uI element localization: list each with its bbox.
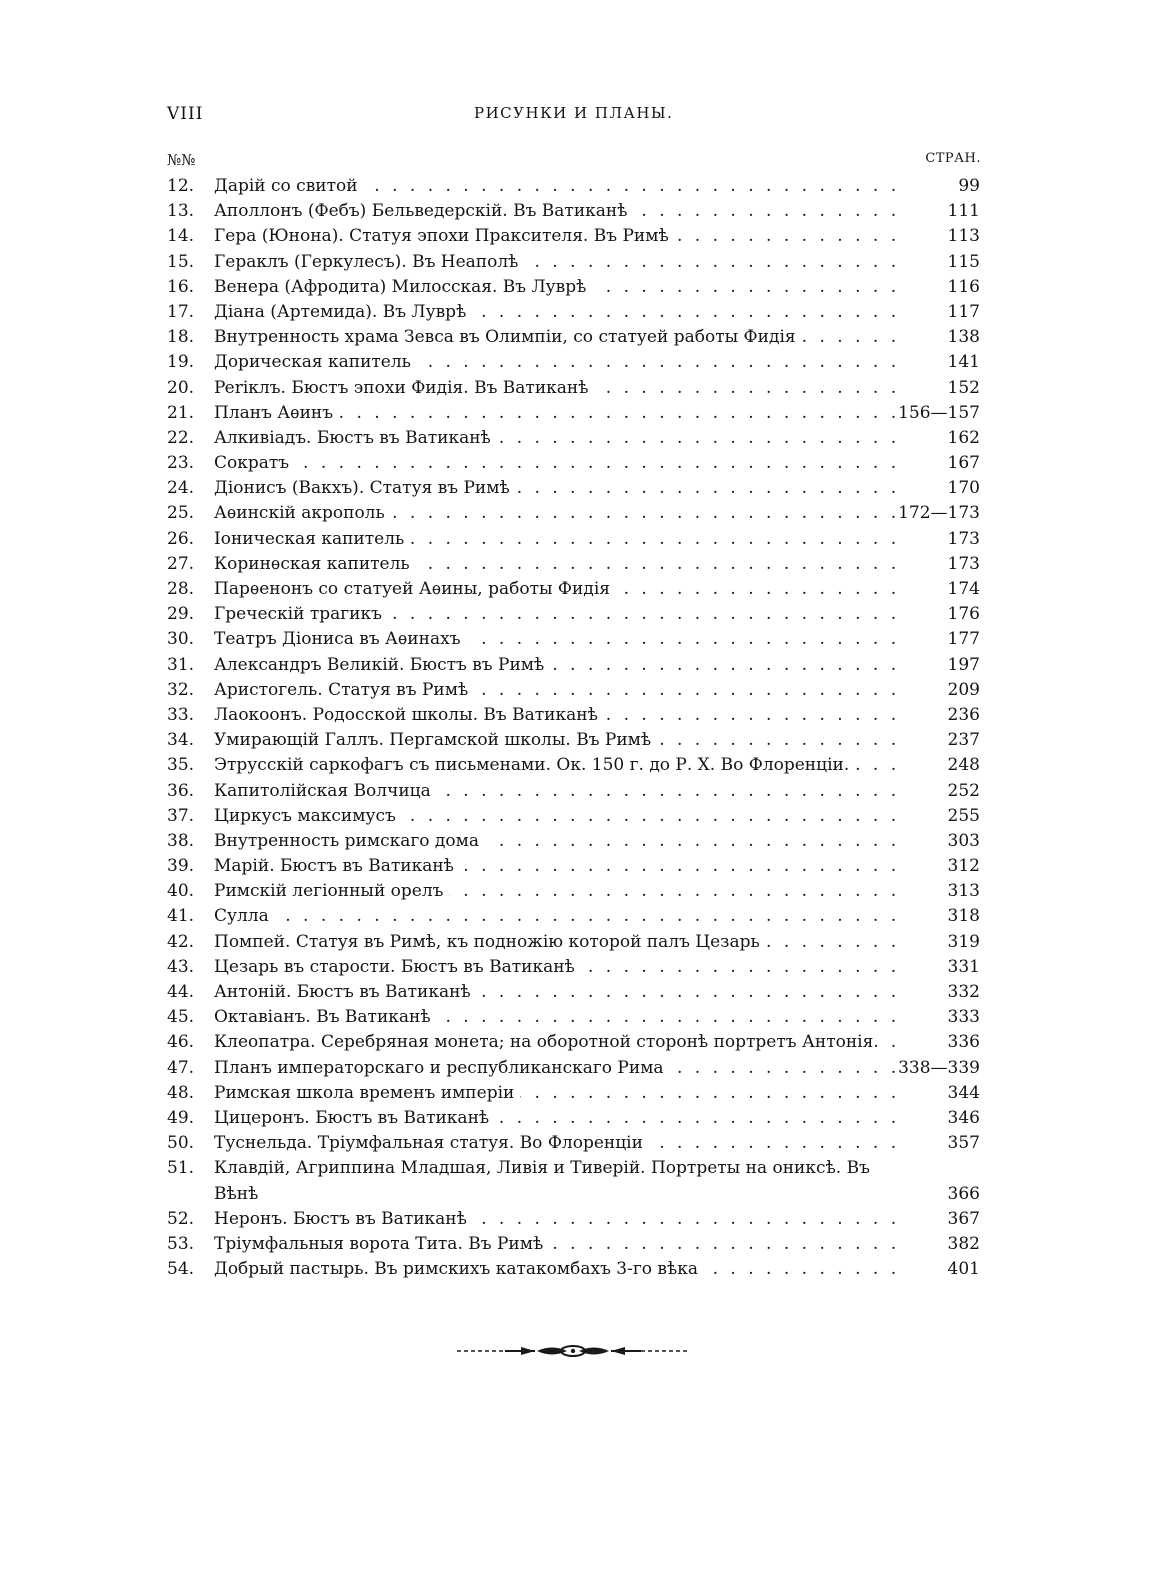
- entry-number: 38.: [167, 830, 195, 851]
- entry-title-text: Клавдій, Агриппина Младшая, Ливія и Тиверій. Портреты на ониксѣ. Въ Вѣнѣ: [214, 1158, 870, 1204]
- entry-title-text: Іоническая капитель: [214, 529, 410, 549]
- entry-page: 303: [947, 830, 980, 851]
- entry-title: [214, 904, 901, 929]
- list-item: [167, 1005, 997, 1030]
- page-column-heading: СТРАН.: [925, 151, 981, 166]
- entry-title: [214, 879, 901, 904]
- entry-page: 197: [947, 654, 980, 675]
- entry-number: 50.: [167, 1133, 195, 1154]
- list-item: [167, 804, 997, 829]
- entry-number: 16.: [167, 276, 195, 297]
- entry-title-text: Добрый пастырь. Въ римскихъ катакомбахъ 3-го вѣка: [214, 1259, 704, 1279]
- entry-page: 117: [947, 301, 980, 322]
- entry-title: [214, 325, 901, 350]
- entry-number: 17.: [167, 301, 195, 322]
- list-item: [167, 728, 997, 753]
- page-header: [0, 104, 1163, 128]
- entry-page: 338—339: [898, 1057, 980, 1078]
- entry-title: [214, 250, 901, 275]
- entry-title: [214, 1131, 901, 1156]
- entry-number: 47.: [167, 1057, 195, 1078]
- entry-page: 336: [947, 1032, 980, 1053]
- entry-title-text: Клеопатра. Серебряная монета; на оборотной сторонѣ портретъ Антонія.: [214, 1032, 885, 1052]
- entry-title-text: Діана (Артемида). Въ Луврѣ: [214, 302, 472, 322]
- entry-title: [214, 930, 901, 955]
- entry-page: 382: [947, 1233, 980, 1254]
- entry-title: [214, 1207, 901, 1232]
- entry-title-text: Аѳинскій акрополь: [214, 503, 391, 523]
- list-item: [167, 527, 997, 552]
- entry-page: 236: [947, 704, 980, 725]
- list-item: [167, 1030, 997, 1055]
- entry-title: [214, 779, 901, 804]
- entry-number: 31.: [167, 654, 195, 675]
- entry-title: [214, 728, 901, 753]
- entry-title-text: Аристогель. Статуя въ Римѣ: [214, 680, 474, 700]
- entry-page: 167: [947, 453, 980, 474]
- entry-title: [214, 1232, 901, 1257]
- entry-number: 13.: [167, 201, 195, 222]
- list-item: [167, 1207, 997, 1232]
- entry-number: 25.: [167, 503, 195, 524]
- entry-title: [214, 980, 901, 1005]
- entry-number: 23.: [167, 453, 195, 474]
- entry-title: [214, 476, 901, 501]
- entry-number: 32.: [167, 679, 195, 700]
- entry-title: [214, 1056, 901, 1081]
- entry-page: 344: [947, 1082, 980, 1103]
- entry-number: 53.: [167, 1233, 195, 1254]
- entry-title: [214, 1005, 901, 1030]
- list-item: [167, 879, 997, 904]
- entry-title: [214, 552, 901, 577]
- entry-title-text: Гера (Юнона). Статуя эпохи Праксителя. Въ Римѣ: [214, 226, 675, 246]
- entry-number: 27.: [167, 553, 195, 574]
- entry-number: 41.: [167, 906, 195, 927]
- entry-title-text: Помпей. Статуя въ Римѣ, къ подножію которой палъ Цезарь: [214, 932, 766, 952]
- entry-page: 312: [947, 856, 980, 877]
- entry-title: [214, 577, 901, 602]
- entry-title: [214, 350, 901, 375]
- list-item: [167, 199, 997, 224]
- entry-title: [214, 753, 901, 778]
- entry-title-text: Внутренность храма Зевса въ Олимпіи, со статуей работы Фидія: [214, 327, 802, 347]
- entry-page: 237: [947, 730, 980, 751]
- entry-number: 21.: [167, 402, 195, 423]
- entry-page: 346: [947, 1107, 980, 1128]
- list-item: [167, 753, 997, 778]
- entry-page: 111: [947, 201, 980, 222]
- entry-title: [214, 1081, 901, 1106]
- entry-title-text: Неронъ. Бюстъ въ Ватиканѣ: [214, 1209, 473, 1229]
- entry-number: 22.: [167, 427, 195, 448]
- entry-title-text: Этрусскій саркофагъ съ письменами. Ок. 150 г. до Р. Х. Во Флоренціи.: [214, 755, 855, 775]
- entry-title: [214, 501, 901, 526]
- entry-page: 255: [947, 805, 980, 826]
- entry-title-text: Марій. Бюстъ въ Ватиканѣ: [214, 856, 460, 876]
- entry-number: 29.: [167, 604, 195, 625]
- entry-number: 18.: [167, 327, 195, 348]
- list-item: [167, 451, 997, 476]
- number-column-heading: №№: [167, 151, 196, 169]
- entry-number: 40.: [167, 881, 195, 902]
- list-item: [167, 1232, 997, 1257]
- entry-title-text: Театръ Діониса въ Аѳинахъ: [214, 629, 467, 649]
- entry-number: 48.: [167, 1082, 195, 1103]
- entry-number: 46.: [167, 1032, 195, 1053]
- entry-title-text: Капитолійская Волчица: [214, 781, 437, 801]
- entry-page: 333: [947, 1007, 980, 1028]
- entry-title-text: Дорическая капитель: [214, 352, 417, 372]
- entry-number: 52.: [167, 1208, 195, 1229]
- list-item: [167, 678, 997, 703]
- entry-title: [214, 829, 901, 854]
- entry-title: [214, 451, 901, 476]
- entry-title-text: Циркусъ максимусъ: [214, 806, 402, 826]
- entry-title: [214, 174, 901, 199]
- entry-title-text: Туснельда. Тріумфальная статуя. Во Флоренціи: [214, 1133, 649, 1153]
- entry-title: [214, 1257, 901, 1282]
- list-item: [167, 653, 997, 678]
- entry-number: 30.: [167, 629, 195, 650]
- entry-page: 174: [947, 579, 980, 599]
- page-number: VIII: [167, 104, 204, 124]
- entry-title: [214, 224, 901, 249]
- entry-title-text: Сократъ: [214, 453, 295, 473]
- list-item: [167, 577, 997, 602]
- list-item: [167, 904, 997, 929]
- entry-title: [214, 955, 901, 980]
- list-item: [167, 300, 997, 325]
- entry-page: 170: [947, 478, 980, 499]
- entry-number: 33.: [167, 704, 195, 725]
- list-item: [167, 930, 997, 955]
- entry-title: [214, 653, 901, 678]
- entry-title-text: Греческій трагикъ: [214, 604, 388, 624]
- list-item: [167, 1056, 997, 1081]
- entry-title-text: Римская школа временъ имперіи: [214, 1083, 520, 1103]
- entry-title-text: Цицеронъ. Бюстъ въ Ватиканѣ: [214, 1108, 495, 1128]
- entry-page: 138: [947, 327, 980, 348]
- list-item: [167, 174, 997, 199]
- entry-page: 313: [947, 881, 980, 902]
- entry-page: 115: [947, 251, 980, 272]
- list-item: [167, 224, 997, 249]
- list-item: [167, 426, 997, 451]
- entry-page: 367: [947, 1208, 980, 1229]
- list-item: [167, 627, 997, 652]
- list-item: [167, 250, 997, 275]
- entry-title: [214, 703, 901, 728]
- entry-title-text: Планъ императорскаго и республиканскаго Рима: [214, 1058, 670, 1078]
- entry-number: 51.: [167, 1158, 195, 1179]
- entry-page: 173: [947, 528, 980, 549]
- illustrations-list: [167, 174, 997, 1282]
- entry-title-text: Лаокоонъ. Родосской школы. Въ Ватиканѣ: [214, 705, 604, 725]
- list-item: [167, 854, 997, 879]
- entry-title-text: Антоній. Бюстъ въ Ватиканѣ: [214, 982, 477, 1002]
- entry-page: 113: [947, 226, 980, 247]
- list-item: [167, 703, 997, 728]
- entry-page: 176: [947, 604, 980, 625]
- entry-title-text: Умирающій Галлъ. Пергамской школы. Въ Римѣ: [214, 730, 657, 750]
- entry-number: 39.: [167, 856, 195, 877]
- entry-title: [214, 1156, 914, 1206]
- list-item: [167, 602, 997, 627]
- entry-title-text: Венера (Афродита) Милосская. Въ Луврѣ: [214, 277, 592, 297]
- list-item: [167, 401, 997, 426]
- entry-page: 331: [947, 956, 980, 977]
- entry-number: 36.: [167, 780, 195, 801]
- entry-title-text: Аполлонъ (Фебъ) Бельведерскій. Въ Ватиканѣ: [214, 201, 634, 221]
- entry-title-text: Тріумфальныя ворота Тита. Въ Римѣ: [214, 1234, 549, 1254]
- entry-title-text: Діонисъ (Вакхъ). Статуя въ Римѣ: [214, 478, 516, 498]
- entry-title: [214, 401, 901, 426]
- entry-title-text: Цезарь въ старости. Бюстъ въ Ватиканѣ: [214, 957, 581, 977]
- entry-page: 177: [947, 629, 980, 650]
- list-item: [167, 1081, 997, 1106]
- entry-title-text: Дарій со свитой: [214, 176, 364, 196]
- entry-number: 42.: [167, 931, 195, 952]
- list-item: [167, 955, 997, 980]
- list-item: [167, 1257, 997, 1282]
- entry-title: [214, 804, 901, 829]
- list-item: [167, 275, 997, 300]
- list-item: [167, 1106, 997, 1131]
- entry-title-text: Гераклъ (Геркулесъ). Въ Неаполѣ: [214, 252, 524, 272]
- entry-page: 357: [947, 1133, 980, 1154]
- entry-number: 35.: [167, 755, 195, 776]
- entry-title: [214, 602, 901, 627]
- entry-number: 43.: [167, 956, 195, 977]
- list-item: [167, 1131, 997, 1156]
- entry-number: 45.: [167, 1007, 195, 1028]
- list-item: [167, 325, 997, 350]
- entry-number: 14.: [167, 226, 195, 247]
- entry-title: [214, 854, 901, 879]
- entry-number: 34.: [167, 730, 195, 751]
- entry-page: 156—157: [898, 402, 980, 423]
- entry-title: [214, 527, 901, 552]
- list-item: [167, 779, 997, 804]
- entry-title-text: Сулла: [214, 906, 275, 926]
- entry-number: 19.: [167, 352, 195, 373]
- entry-title-text: Римскій легіонный орелъ: [214, 881, 449, 901]
- list-item: [167, 476, 997, 501]
- entry-title: [214, 199, 901, 224]
- entry-title-text: Алкивіадъ. Бюстъ въ Ватиканѣ: [214, 428, 497, 448]
- list-item: [167, 350, 997, 375]
- entry-page: 173: [947, 553, 980, 574]
- entry-number: 54.: [167, 1259, 195, 1280]
- entry-number: 26.: [167, 528, 195, 549]
- entry-title-text: Коринѳская капитель: [214, 554, 416, 574]
- entry-title-text: Парѳенонъ со статуей Аѳины, работы Фидія: [214, 579, 616, 599]
- entry-page: 318: [947, 906, 980, 927]
- entry-title: [214, 275, 901, 300]
- entry-page: 209: [947, 679, 980, 700]
- list-item: [167, 501, 997, 526]
- entry-page: 319: [947, 931, 980, 952]
- list-item: [167, 552, 997, 577]
- entry-page: 152: [947, 377, 980, 398]
- column-headings: [0, 151, 1163, 173]
- entry-title: [214, 300, 901, 325]
- entry-page: 401: [947, 1259, 980, 1280]
- entry-title: [214, 627, 901, 652]
- list-item: [167, 980, 997, 1005]
- entry-page: 172—173: [898, 503, 980, 524]
- entry-number: 28.: [167, 579, 195, 599]
- entry-number: 37.: [167, 805, 195, 826]
- entry-page: 162: [947, 427, 980, 448]
- entry-title: [214, 376, 901, 401]
- entry-title-text: Планъ Аѳинъ: [214, 403, 339, 423]
- entry-page: 332: [947, 982, 980, 1002]
- list-item: [167, 1156, 997, 1206]
- entry-number: 49.: [167, 1107, 195, 1128]
- entry-page: 248: [947, 755, 980, 776]
- entry-title: [214, 1106, 901, 1131]
- entry-title-text: Октавіанъ. Въ Ватиканѣ: [214, 1007, 437, 1027]
- entry-title-text: Periклъ. Бюстъ эпохи Фидія. Въ Ватиканѣ: [214, 378, 595, 398]
- entry-page: 99: [958, 176, 980, 196]
- entry-title: [214, 678, 901, 703]
- entry-page: 366: [947, 1183, 980, 1204]
- list-item: [167, 376, 997, 401]
- entry-number: 12.: [167, 176, 195, 196]
- fleuron-ornament-icon: [455, 1343, 691, 1359]
- entry-title: [214, 426, 901, 451]
- entry-number: 15.: [167, 251, 195, 272]
- entry-title-text: Александръ Великій. Бюстъ въ Римѣ: [214, 655, 550, 675]
- entry-title-text: Внутренность римскаго дома: [214, 831, 485, 851]
- entry-page: 252: [947, 780, 980, 801]
- entry-number: 20.: [167, 377, 195, 398]
- entry-number: 44.: [167, 982, 195, 1002]
- entry-page: 116: [947, 276, 980, 297]
- entry-number: 24.: [167, 478, 195, 499]
- list-item: [167, 829, 997, 854]
- entry-title: [214, 1030, 901, 1055]
- running-title: РИСУНКИ И ПЛАНЫ.: [474, 104, 674, 122]
- entry-page: 141: [947, 352, 980, 373]
